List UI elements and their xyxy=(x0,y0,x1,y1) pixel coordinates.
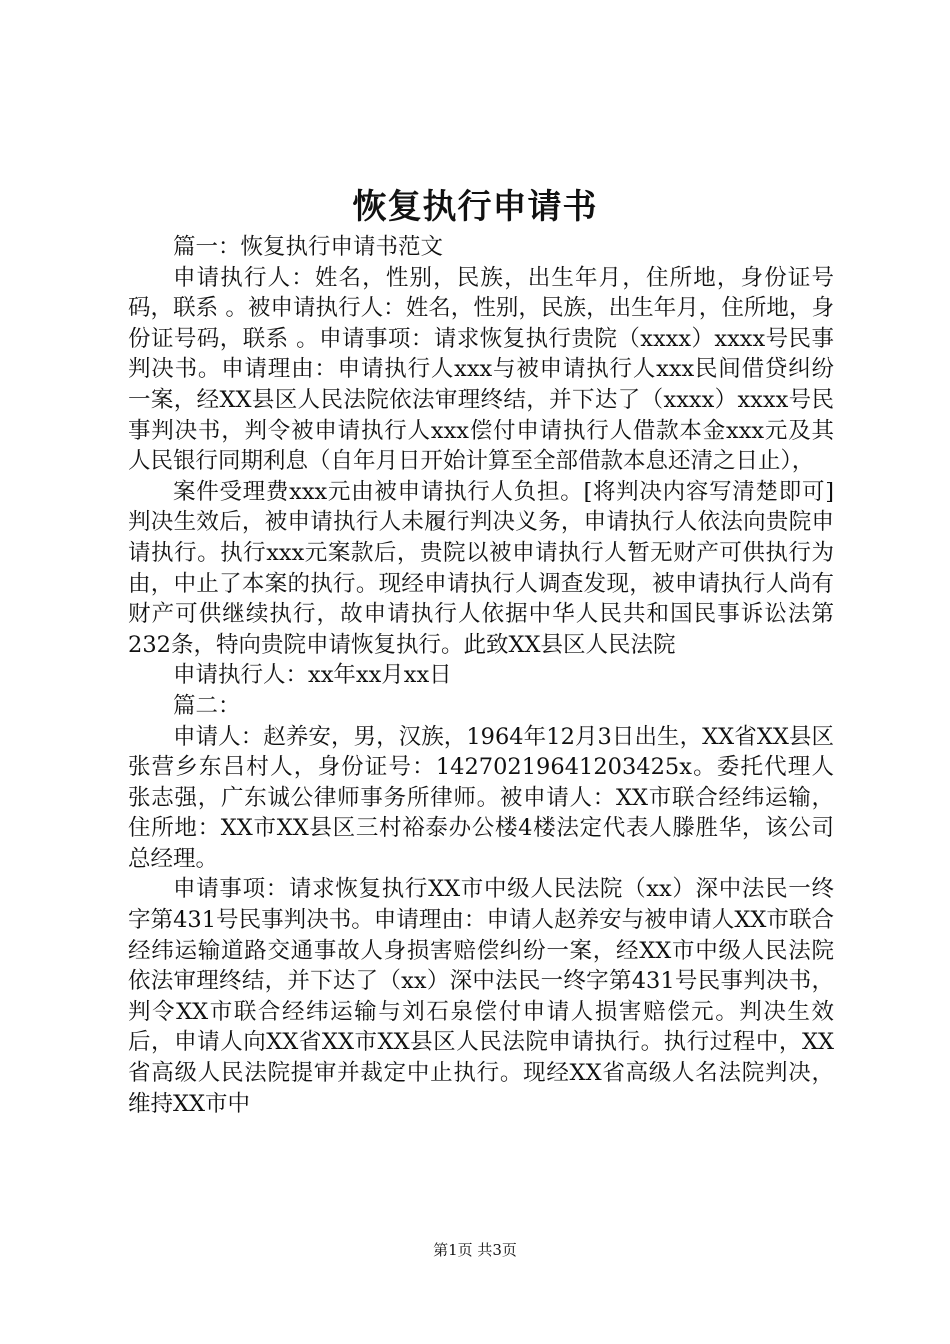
paragraph: 申请事项：请求恢复执行XX市中级人民法院（xx）深中法民一终字第431号民事判决书。申请理由：申请人赵养安与被申请人XX市联合经纬运输道路交通事故人身损害赔偿纠纷一案，经XX市中级人民法院依法审理终结，并下达了（xx）深中法民一终字第431号民事判决书，判令XX市联合经纬运输与刘石泉偿付申请人损害赔偿元。判决生效后，申请人向XX省XX市XX县区人民法院申请执行。执行过程中，XX省高级人民法院提审并裁定中止执行。现经XX省高级人名法院判决，维持XX市中 xyxy=(128,876,834,1117)
paragraph: 篇一：恢复执行申请书范文 xyxy=(173,234,444,260)
paragraph: 篇二： xyxy=(173,692,241,719)
page-title: 恢复执行申请书 xyxy=(352,187,598,227)
paragraph: 案件受理费xxx元由被申请执行人负担。[将判决内容写清楚即可]判决生效后，被申请执行人未履行判决义务，申请执行人依法向贵院申请执行。执行xxx元案款后，贵院以被申请执行人暂无财产可供执行为由，中止了本案的执行。现经申请执行人调查发现，被申请执行人尚有财产可供继续执行，故申请执行人依据中华人民共和国民事诉讼法第232条，特向贵院申请恢复执行。此致XX县区人民法院 xyxy=(128,478,834,658)
paragraph: 申请人：赵养安，男，汉族，1964年12月3日出生，XX省XX县区张营乡东吕村人，身份证号：14270219641203425x。委托代理人张志强，广东诚公律师事务所律师。被申请人：XX市联合经纬运输，住所地：XX市XX县区三村裕泰办公楼4楼法定代表人滕胜华，该公司总经理。 xyxy=(128,723,834,872)
paragraph: 申请执行人：姓名，性别，民族，出生年月，住所地，身份证号码，联系 。被申请执行人：姓名，性别，民族，出生年月，住所地，身份证号码，联系 。申请事项：请求恢复执行贵院（xxxx）xxxx号民事判决书。申请理由：申请执行人xxx与被申请执行人xxx民间借贷纠纷一案，经XX县区人民法院依法审理终结，并下达了（xxxx）xxxx号民事判决书，判令被申请执行人xxx偿付申请执行人借款本金xxx元及其人民银行同期利息（自年月日开始计算至全部借款本息还清之日止）， xyxy=(128,264,834,475)
paragraph: 申请执行人：xx年xx月xx日 xyxy=(173,662,452,689)
page-number-footer: 第1页 共3页 xyxy=(433,1241,517,1259)
document-body xyxy=(128,232,834,1119)
